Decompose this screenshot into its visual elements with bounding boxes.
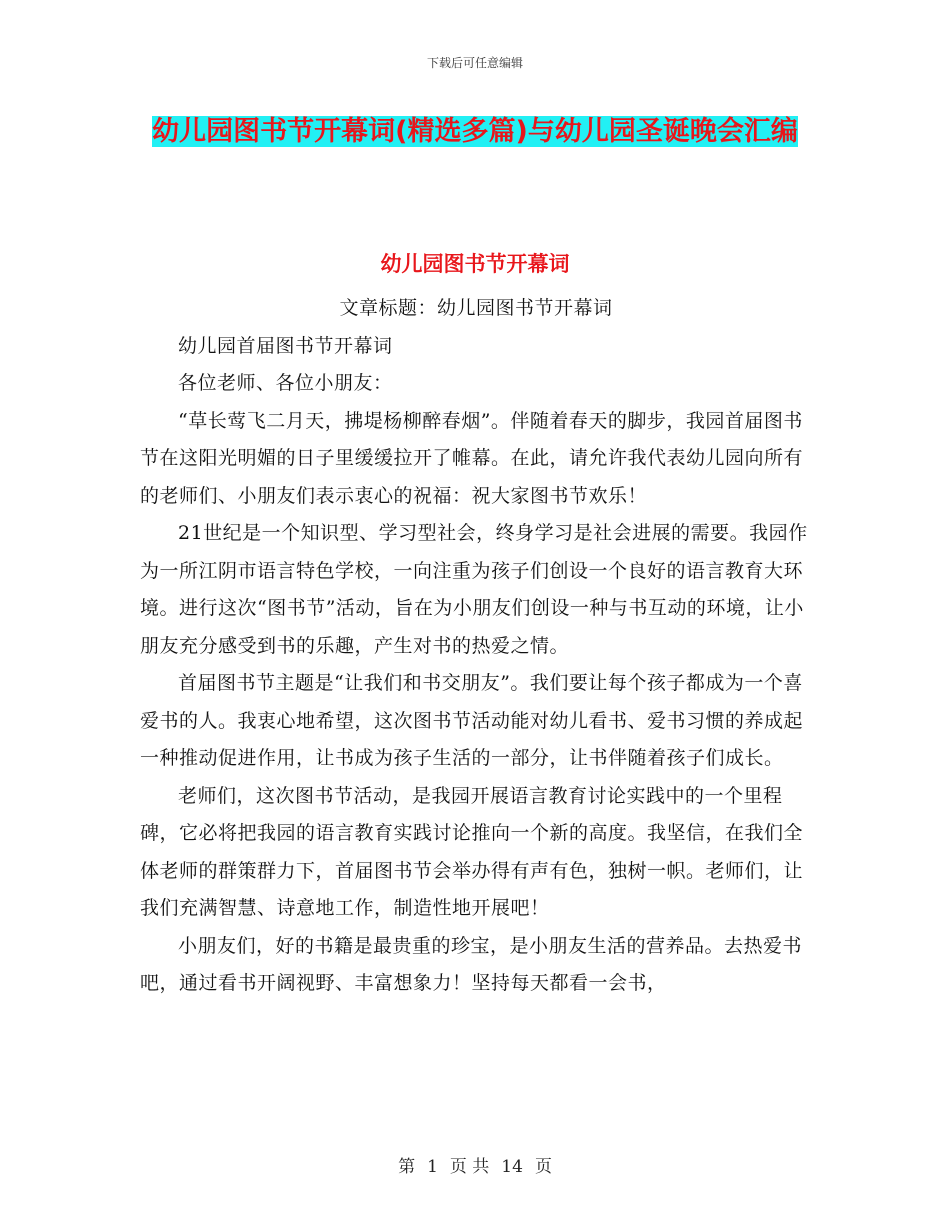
paragraph: 幼儿园首届图书节开幕词 <box>178 334 393 357</box>
page-label-suffix: 页 <box>534 1157 552 1177</box>
page-footer <box>0 1152 950 1177</box>
paragraph: 各位老师、各位小朋友： <box>178 372 393 394</box>
paragraph: 21世纪是一个知识型、学习型社会，终身学习是社会进展的需要。我园作为一所江阴市语言特色学校，一向注重为孩子们创设一个良好的语言教育大环境。进行这次“图书节”活动，旨在为小朋友们创设一种与书互动的环境，让小朋友充分感受到书的乐趣，产生对书的热爱之情。 <box>140 522 808 657</box>
page-label-prefix: 第 <box>398 1157 416 1177</box>
paragraph: 小朋友们，好的书籍是最贵重的珍宝，是小朋友生活的营养品。去热爱书吧，通过看书开阔视野、丰富想象力！坚持每天都看一会书， <box>140 934 803 994</box>
page-total-number: 14 <box>501 1157 523 1177</box>
page-header-note: 下载后可任意编辑 <box>426 56 523 70</box>
article-title-line: 文章标题：幼儿园图书节开幕词 <box>339 297 613 319</box>
page-current-number: 1 <box>427 1157 438 1177</box>
paragraph: “草长莺飞二月天，拂堤杨柳醉春烟”。伴随着春天的脚步，我园首届图书节在这阳光明媚的日子里缓缓拉开了帷幕。在此，请允许我代表幼儿园向所有的老师们、小朋友们表示衷心的祝福：祝大家图书节欢乐！ <box>140 409 804 507</box>
section-title: 幼儿园图书节开幕词 <box>380 252 570 276</box>
document-title <box>140 110 810 154</box>
document-title-text: 幼儿园图书节开幕词(精选多篇)与幼儿园圣诞晚会汇编 <box>152 116 798 147</box>
page-label-mid: 页 共 <box>449 1157 490 1177</box>
paragraph: 老师们，这次图书节活动，是我园开展语言教育讨论实践中的一个里程碑，它必将把我园的语言教育实践讨论推向一个新的高度。我坚信，在我们全体老师的群策群力下，首届图书节会举办得有声有色，独树一帜。老师们，让我们充满智慧、诗意地工作，制造性地开展吧！ <box>140 784 804 919</box>
paragraph: 首届图书节主题是“让我们和书交朋友”。我们要让每个孩子都成为一个喜爱书的人。我衷心地希望，这次图书节活动能对幼儿看书、爱书习惯的养成起一种推动促进作用，让书成为孩子生活的一部分，让书伴随着孩子们成长。 <box>140 672 804 769</box>
document-body <box>140 290 812 1003</box>
